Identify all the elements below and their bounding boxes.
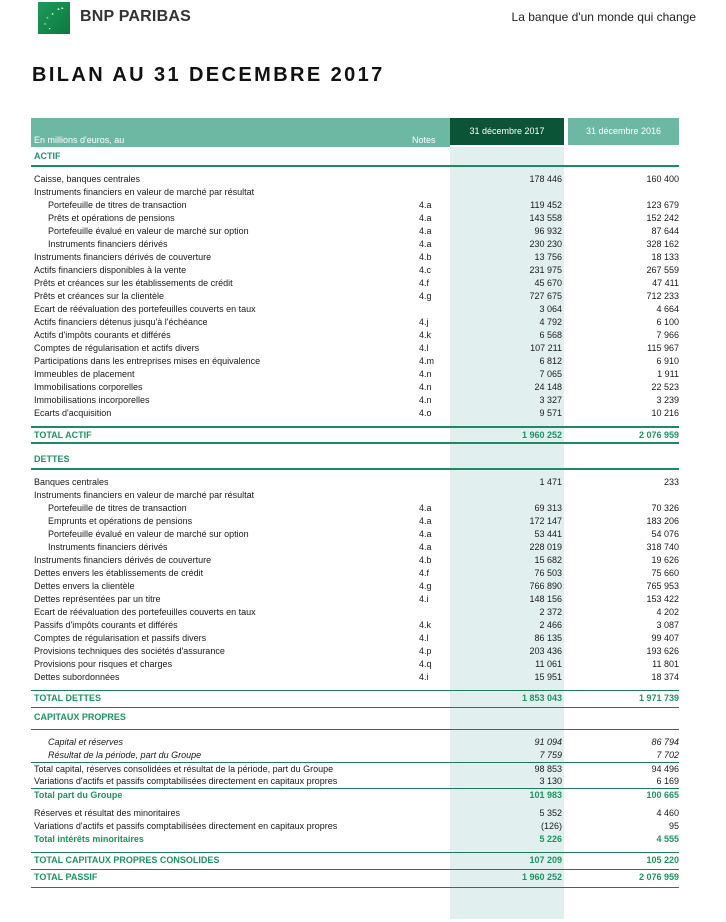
row-label: Immobilisations corporelles: [34, 382, 143, 392]
value-2016: 19 626: [651, 555, 679, 565]
value-2017: 107 209: [529, 855, 562, 865]
row-label: Participations dans les entreprises mises en équivalence: [34, 356, 261, 366]
table-row: [31, 775, 679, 788]
row-note: 4.a: [419, 542, 432, 552]
tagline: La banque d'un monde qui change: [511, 10, 696, 24]
table-row: [31, 671, 679, 684]
value-2017: 1 960 252: [521, 872, 562, 882]
total-actif-row: [31, 426, 679, 444]
row-label: Portefeuille évalué en valeur de marché sur option: [48, 226, 249, 236]
row-label: Instruments financiers dérivés: [48, 239, 168, 249]
value-2016: 4 664: [656, 304, 679, 314]
row-label: Comptes de régularisation et passifs divers: [34, 633, 207, 643]
row-label: Actifs financiers détenus jusqu'à l'échéance: [34, 317, 208, 327]
value-2017: 148 156: [529, 594, 562, 604]
value-2016: 18 374: [651, 672, 679, 682]
row-note: 4.p: [419, 646, 432, 656]
value-2016: 1 971 739: [638, 693, 679, 703]
row-label: TOTAL ACTIF: [34, 430, 92, 440]
value-2016: 22 523: [651, 382, 679, 392]
value-2016: 94 496: [651, 764, 679, 774]
value-2017: 15 682: [534, 555, 562, 565]
value-2016: 11 801: [652, 659, 679, 669]
total-interets-minoritaires-row: [31, 833, 679, 846]
row-label: Ecart de réévaluation des portefeuilles couverts en taux: [34, 304, 256, 314]
value-2016: 160 400: [646, 174, 679, 184]
row-note: 4.n: [419, 369, 432, 379]
row-label: Prêts et opérations de pensions: [48, 213, 175, 223]
table-row: [31, 238, 679, 251]
table-row: [31, 619, 679, 632]
row-label: Instruments financiers dérivés: [48, 542, 168, 552]
row-note: 4.g: [419, 581, 432, 591]
table-row: [31, 762, 679, 775]
row-label: Portefeuille évalué en valeur de marché sur option: [48, 529, 249, 539]
row-label: Passifs d'impôts courants et différés: [34, 620, 178, 630]
value-2017: 69 313: [534, 503, 562, 513]
row-label: Prêts et créances sur la clientèle: [34, 291, 165, 301]
table-row: [31, 645, 679, 658]
value-2017: 766 890: [529, 581, 562, 591]
value-2016: 100 665: [646, 790, 679, 800]
value-2016: 1 911: [657, 369, 679, 379]
row-label: Total capital, réserves consolidées et résultat de la période, part du Groupe: [34, 764, 334, 774]
row-label: Capital et réserves: [48, 737, 124, 747]
table-row: [31, 820, 679, 833]
value-2017: 3 130: [539, 776, 562, 786]
value-2016: 6 100: [656, 317, 679, 327]
value-2017: 6 568: [539, 330, 562, 340]
value-2016: 152 242: [646, 213, 679, 223]
value-2016: 115 967: [647, 343, 679, 353]
value-2017: 45 670: [534, 278, 562, 288]
value-2016: 712 233: [646, 291, 679, 301]
value-2016: 6 910: [656, 356, 679, 366]
row-label: Ecart de réévaluation des portefeuilles couverts en taux: [34, 607, 256, 617]
value-2016: 6 169: [656, 776, 679, 786]
row-label: Caisse, banques centrales: [34, 174, 141, 184]
value-2016: 4 202: [656, 607, 679, 617]
row-note: 4.j: [419, 317, 429, 327]
row-note: 4.a: [419, 503, 432, 513]
row-label: Dettes représentées par un titre: [34, 594, 161, 604]
table-row: [31, 186, 679, 199]
row-label: Résultat de la période, part du Groupe: [48, 750, 202, 760]
total-part-groupe-row: [31, 788, 679, 801]
total-capitaux-propres-row: [31, 852, 679, 870]
row-note: 4.n: [419, 395, 432, 405]
value-2016: 193 626: [646, 646, 679, 656]
value-2016: 54 076: [651, 529, 679, 539]
value-2017: 178 446: [529, 174, 562, 184]
table-row: [31, 554, 679, 567]
table-row: [31, 316, 679, 329]
row-label: Variations d'actifs et passifs comptabilisées directement en capitaux propres: [34, 821, 338, 831]
row-note: 4.g: [419, 291, 432, 301]
row-label: TOTAL CAPITAUX PROPRES CONSOLIDES: [34, 855, 220, 865]
value-2017: 1 853 043: [521, 693, 562, 703]
row-label: Prêts et créances sur les établissements de crédit: [34, 278, 233, 288]
row-note: 4.b: [419, 252, 432, 262]
value-2017: 2 372: [539, 607, 562, 617]
value-2016: 70 326: [651, 503, 679, 513]
table-row: [31, 225, 679, 238]
value-2017: 13 756: [534, 252, 562, 262]
table-row: [31, 381, 679, 394]
value-2016: 99 407: [651, 633, 679, 643]
value-2017: 53 441: [534, 529, 562, 539]
table-row: [31, 368, 679, 381]
value-2017: 76 503: [534, 568, 562, 578]
table-row: [31, 749, 679, 762]
column-header-label: En millions d'euros, au: [34, 135, 125, 145]
value-2016: 10 216: [651, 408, 679, 418]
value-2017: 7 065: [539, 369, 562, 379]
row-note: 4.k: [419, 330, 432, 340]
value-2017: 172 147: [529, 516, 562, 526]
value-2016: 95: [668, 821, 679, 831]
page-header: [0, 0, 726, 40]
row-label: Total part du Groupe: [34, 790, 123, 800]
value-2016: 75 660: [651, 568, 679, 578]
value-2017: 231 975: [529, 265, 562, 275]
row-label: Réserves et résultat des minoritaires: [34, 808, 181, 818]
row-label: Provisions pour risques et charges: [34, 659, 173, 669]
table-row: [31, 407, 679, 420]
table-row: [31, 264, 679, 277]
row-note: 4.a: [419, 516, 432, 526]
row-label: Actifs d'impôts courants et différés: [34, 330, 171, 340]
row-label: Immeubles de placement: [34, 369, 135, 379]
value-2017: 6 812: [539, 356, 562, 366]
table-row: [31, 580, 679, 593]
row-note: 4.i: [419, 672, 429, 682]
row-label: Dettes subordonnées: [34, 672, 120, 682]
table-row: [31, 541, 679, 554]
row-label: Banques centrales: [34, 477, 109, 487]
row-label: Comptes de régularisation et actifs divers: [34, 343, 200, 353]
brand-name: BNP PARIBAS: [80, 8, 191, 25]
row-label: Variations d'actifs et passifs comptabilisées directement en capitaux propres: [34, 776, 338, 786]
table-row: [31, 567, 679, 580]
section-capitaux-propres: CAPITAUX PROPRES: [31, 708, 679, 730]
table-row: [31, 807, 679, 820]
row-label: Total intérêts minoritaires: [34, 834, 144, 844]
row-label: Portefeuille de titres de transaction: [48, 200, 187, 210]
value-2016: 105 220: [646, 855, 679, 865]
table-row: [31, 658, 679, 671]
row-note: 4.f: [419, 278, 430, 288]
table-row: [31, 489, 679, 502]
row-label: Instruments financiers dérivés de couverture: [34, 555, 212, 565]
total-passif-row: [31, 870, 679, 888]
value-2016: 267 559: [646, 265, 679, 275]
value-2017: 3 327: [539, 395, 562, 405]
row-note: 4.m: [419, 356, 435, 366]
row-label: Instruments financiers dérivés de couverture: [34, 252, 212, 262]
table-row: [31, 303, 679, 316]
column-header-notes: Notes: [412, 135, 436, 145]
table-row: [31, 212, 679, 225]
row-label: TOTAL PASSIF: [34, 872, 98, 882]
value-2017: 228 019: [529, 542, 562, 552]
value-2016: 233: [663, 477, 679, 487]
value-2016: 7 966: [656, 330, 679, 340]
value-2017: 11 061: [535, 659, 562, 669]
table-row: [31, 329, 679, 342]
row-note: 4.a: [419, 226, 432, 236]
value-2016: 47 411: [652, 278, 679, 288]
row-label: Actifs financiers disponibles à la vente: [34, 265, 187, 275]
value-2017: 203 436: [529, 646, 562, 656]
row-note: 4.b: [419, 555, 432, 565]
value-2017: 91 094: [534, 737, 562, 747]
value-2016: 86 794: [651, 737, 679, 747]
value-2016: 18 133: [651, 252, 679, 262]
table-row: [31, 502, 679, 515]
value-2017: 4 792: [539, 317, 562, 327]
table-row: [31, 355, 679, 368]
table-row: [31, 606, 679, 619]
row-note: 4.a: [419, 200, 432, 210]
row-note: 4.k: [419, 620, 432, 630]
value-2016: 2 076 959: [638, 872, 679, 882]
row-note: 4.i: [419, 594, 429, 604]
table-row: [31, 593, 679, 606]
row-label: Immobilisations incorporelles: [34, 395, 150, 405]
section-actif: ACTIF: [31, 147, 679, 167]
table-row: [31, 199, 679, 212]
row-label: Portefeuille de titres de transaction: [48, 503, 187, 513]
value-2017: 230 230: [529, 239, 562, 249]
row-label: Provisions techniques des sociétés d'assurance: [34, 646, 225, 656]
table-row: [31, 173, 679, 186]
section-dettes: DETTES: [31, 450, 679, 470]
row-label: Ecarts d'acquisition: [34, 408, 112, 418]
value-2016: 87 644: [651, 226, 679, 236]
value-2017: 5 352: [539, 808, 562, 818]
table-row: [31, 251, 679, 264]
row-note: 4.l: [419, 633, 429, 643]
value-2017: 2 466: [539, 620, 562, 630]
value-2016: 153 422: [646, 594, 679, 604]
value-2017: 15 951: [534, 672, 562, 682]
value-2017: (126): [540, 821, 562, 831]
row-note: 4.a: [419, 213, 432, 223]
table-row: [31, 394, 679, 407]
value-2017: 7 759: [539, 750, 562, 760]
row-note: 4.n: [419, 382, 432, 392]
table-row: [31, 290, 679, 303]
value-2017: 101 983: [529, 790, 562, 800]
row-label: Dettes envers la clientèle: [34, 581, 135, 591]
value-2016: 3 239: [656, 395, 679, 405]
value-2017: 107 211: [530, 343, 562, 353]
value-2017: 1 471: [539, 477, 562, 487]
total-dettes-row: [31, 690, 679, 708]
value-2017: 9 571: [539, 408, 562, 418]
value-2016: 3 087: [656, 620, 679, 630]
value-2016: 4 460: [656, 808, 679, 818]
value-2016: 2 076 959: [638, 430, 679, 440]
table-row: [31, 476, 679, 489]
balance-sheet-table: [31, 118, 679, 888]
row-label: Emprunts et opérations de pensions: [48, 516, 193, 526]
table-row: [31, 342, 679, 355]
value-2017: 3 064: [539, 304, 562, 314]
table-header: [31, 118, 679, 147]
row-note: 4.c: [419, 265, 432, 275]
page-title: BILAN AU 31 DECEMBRE 2017: [32, 64, 385, 86]
value-2017: 5 226: [539, 834, 562, 844]
row-label: TOTAL DETTES: [34, 693, 102, 703]
table-row: [31, 528, 679, 541]
value-2017: 24 148: [534, 382, 562, 392]
value-2017: 119 452: [530, 200, 562, 210]
row-label: Instruments financiers en valeur de marché par résultat: [34, 490, 255, 500]
row-note: 4.a: [419, 529, 432, 539]
value-2016: 4 555: [656, 834, 679, 844]
column-header-2016: 31 décembre 2016: [568, 118, 679, 145]
column-header-2017: 31 décembre 2017: [450, 118, 564, 145]
value-2016: 123 679: [646, 200, 679, 210]
table-row: [31, 277, 679, 290]
value-2017: 96 932: [534, 226, 562, 236]
value-2016: 7 702: [656, 750, 679, 760]
row-note: 4.o: [419, 408, 432, 418]
table-row: [31, 515, 679, 528]
value-2017: 86 135: [534, 633, 562, 643]
bnp-stars-logo-icon: [38, 2, 70, 34]
value-2017: 143 558: [529, 213, 562, 223]
row-note: 4.q: [419, 659, 432, 669]
row-note: 4.a: [419, 239, 432, 249]
row-note: 4.l: [419, 343, 429, 353]
table-row: [31, 632, 679, 645]
row-label: Instruments financiers en valeur de marché par résultat: [34, 187, 255, 197]
value-2016: 318 740: [646, 542, 679, 552]
row-label: Dettes envers les établissements de crédit: [34, 568, 204, 578]
value-2017: 98 853: [534, 764, 562, 774]
row-note: 4.f: [419, 568, 430, 578]
value-2017: 727 675: [529, 291, 562, 301]
value-2017: 1 960 252: [521, 430, 562, 440]
value-2016: 765 953: [646, 581, 679, 591]
table-row: [31, 736, 679, 749]
value-2016: 328 162: [646, 239, 679, 249]
value-2016: 183 206: [646, 516, 679, 526]
